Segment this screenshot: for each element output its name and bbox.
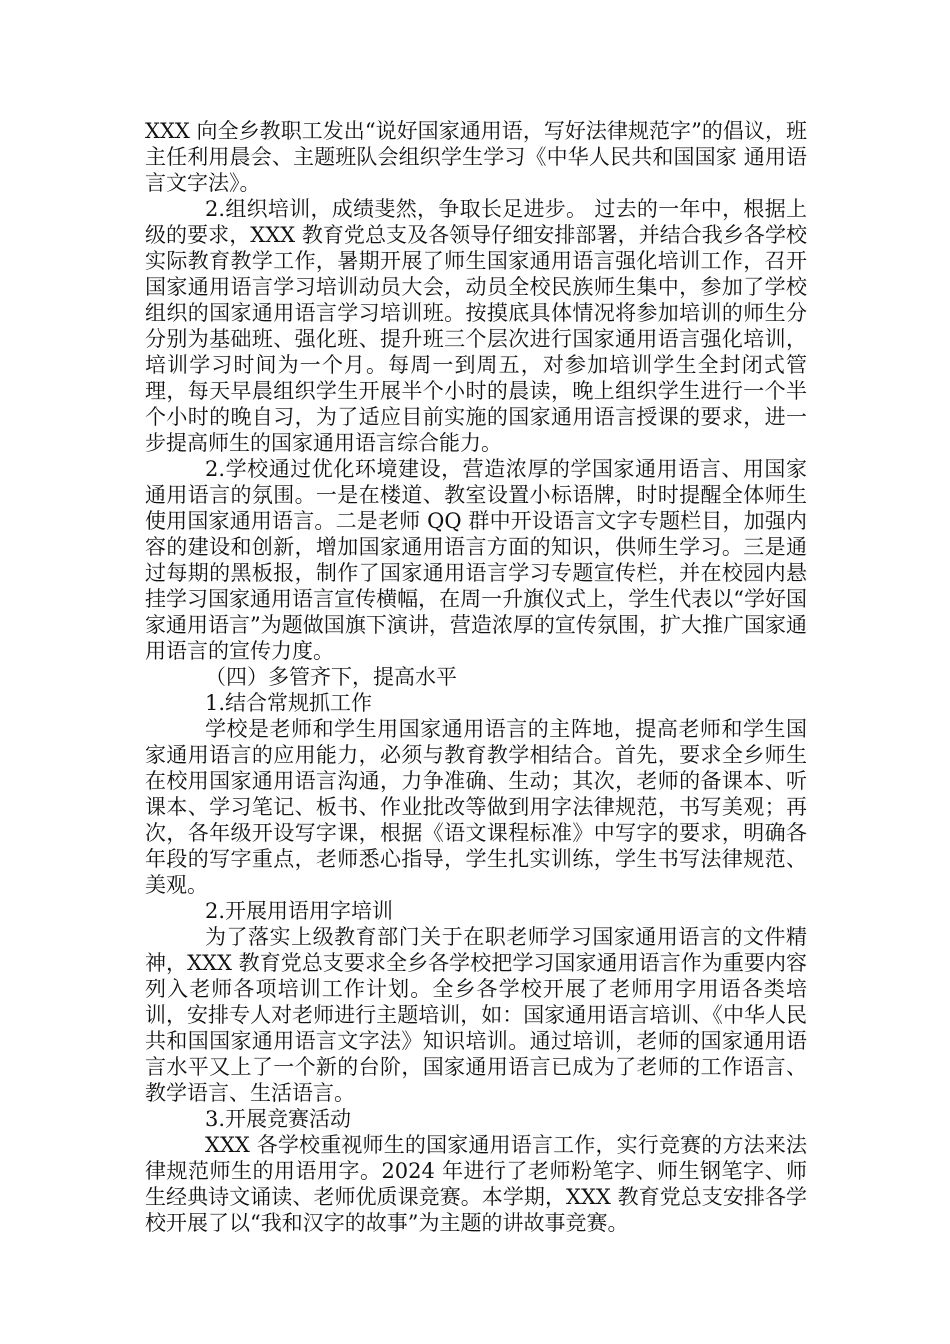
paragraph-environment: 2.学校通过优化环境建设，营造浓厚的学国家通用语言、用国家通用语言的氛围。一是在楼道、教室设置小标语牌，时时提醒全体师生使用国家通用语言。二是老师 QQ 群中开设语言文字专题栏目，加强内容的建设和创新，增加国家通用语言方面的知识，供师生学习。三是通过每期的黑板报，制作了国家通用语言学习专题宣传栏，并在校园内悬挂学习国家通用语言宣传横幅，在周一升旗仪式上，学生代表以“学好国家通用语言”为题做国旗下演讲，营造浓厚的宣传氛围，扩大推广国家通用语言的宣传力度。: [145, 457, 807, 663]
section-heading-4: （四）多管齐下，提高水平: [205, 665, 457, 689]
paragraph-training-results: 2.组织培训，成绩斐然，争取长足进步。 过去的一年中，根据上级的要求，XXX 教育党总支及各领导仔细安排部署，并结合我乡各学校实际教育教学工作，暑期开展了师生国家通用语言强化培训工作，召开国家通用语言学习培训动员大会，动员全校民族师生集中，参加了学校组织的国家通用语言学习培训班。按摸底具体情况将参加培训的师生分分别为基础班、强化班、提升班三个层次进行国家通用语言强化培训，培训学习时间为一个月。每周一到周五，对参加培训学生全封闭式管理，每天早晨组织学生开展半个小时的晨读，晚上组织学生进行一个半个小时的晚自习，为了适应目前实施的国家通用语言授课的要求，进一步提高师生的国家通用语言综合能力。: [145, 197, 807, 455]
subheading-language-training: 2.开展用语用字培训: [205, 899, 394, 923]
paragraph-competitions: XXX 各学校重视师生的国家通用语言工作，实行竞赛的方法来法律规范师生的用语用字。2024 年进行了老师粉笔字、师生钢笔字、师生经典诗文诵读、老师优质课竞赛。本学期，XXX 教育党总支安排各学校开展了以“我和汉字的故事”为主题的讲故事竞赛。: [145, 1133, 807, 1235]
paragraph-language-training: 为了落实上级教育部门关于在职老师学习国家通用语言的文件精神，XXX 教育党总支要求全乡各学校把学习国家通用语言作为重要内容列入老师各项培训工作计划。全乡各学校开展了老师用字用语各类培训，安排专人对老师进行主题培训，如：国家通用语言培训、《中华人民共和国国家通用语言文字法》知识培训。通过培训，老师的国家通用语言水平又上了一个新的台阶，国家通用语言已成为了老师的工作语言、教学语言、生活语言。: [145, 925, 807, 1105]
paragraph-routine-work: 学校是老师和学生用国家通用语言的主阵地，提高老师和学生国家通用语言的应用能力，必须与教育教学相结合。首先，要求全乡师生在校用国家通用语言沟通，力争准确、生动；其次，老师的备课本、听课本、学习笔记、板书、作业批改等做到用字法律规范，书写美观；再次，各年级开设写字课，根据《语文课程标准》中写字的要求，明确各年段的写字重点，老师悉心指导，学生扎实训练，学生书写法律规范、美观。: [145, 717, 807, 897]
document-body: [145, 118, 807, 1236]
subheading-competitions: 3.开展竞赛活动: [205, 1107, 352, 1131]
subheading-routine-work: 1.结合常规抓工作: [205, 691, 373, 715]
paragraph-opening: XXX 向全乡教职工发出“说好国家通用语，写好法律规范字”的倡议，班主任利用晨会、主题班队会组织学生学习《中华人民共和国国家 通用语言文字法》。: [145, 119, 807, 195]
